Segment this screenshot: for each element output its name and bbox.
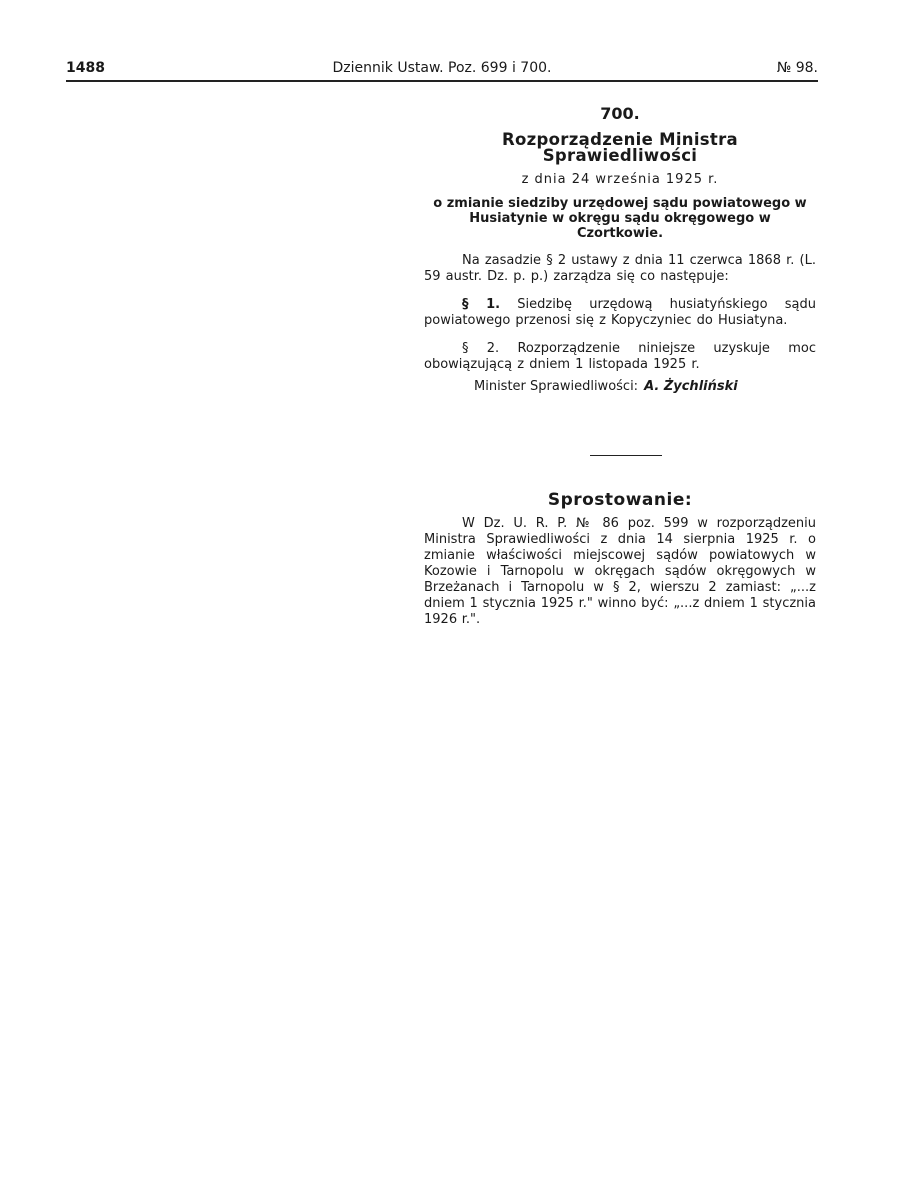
correction-body: W Dz. U. R. P. № 86 poz. 599 w rozporządzeniu Ministra Sprawiedliwości z dnia 14 sierpnia 1925 r. o zmianie właściwości miejscowej sądów powiatowych w Kozowie i Tarnopolu w okręgach sądów okręgowych w Brzeżanach i Tarnopolu w § 2, wierszu 2 zamiast: „...z dniem 1 stycznia 1925 r." winno być: „...z dniem 1 stycznia 1926 r.".: [424, 516, 816, 627]
section-2-text: Rozporządzenie niniejsze uzyskuje moc obowiązującą z dniem 1 listopada 1925 r.: [424, 341, 816, 372]
correction-section: [424, 492, 816, 628]
entry-number: 700.: [600, 104, 640, 123]
signature-role: Minister Sprawiedliwości:: [474, 379, 639, 394]
issue-number: № 98.: [776, 60, 818, 76]
act-title: Rozporządzenie Ministra Sprawiedliwości: [502, 130, 738, 165]
header-rule: [66, 80, 818, 82]
correction-title: Sprostowanie:: [547, 490, 693, 510]
signature: [424, 379, 816, 395]
section-divider: [590, 455, 662, 456]
section-1-label: § 1.: [462, 297, 501, 312]
running-title: Dziennik Ustaw. Poz. 699 i 700.: [332, 60, 552, 76]
act-preamble: Na zasadzie § 2 ustawy z dnia 11 czerwca 1868 r. (L. 59 austr. Dz. p. p.) zarządza się co następuje:: [424, 253, 816, 284]
act-date: z dnia 24 września 1925 r.: [521, 172, 719, 187]
act-subject: o zmianie siedziby urzędowej sądu powiatowego w Husiatynie w okręgu sądu okręgowego w Czortkowie.: [433, 196, 807, 241]
signature-name: A. Żychliński: [644, 379, 738, 394]
act-section-1: [424, 297, 816, 329]
page-number: 1488: [66, 60, 105, 76]
page-header: [66, 58, 818, 82]
section-2-label: § 2.: [462, 341, 500, 356]
act-section: [424, 106, 816, 395]
act-section-2: [424, 341, 816, 373]
section-1-text: Siedzibę urzędową husiatyńskiego sądu powiatowego przenosi się z Kopyczyniec do Husiatyna.: [424, 297, 816, 328]
